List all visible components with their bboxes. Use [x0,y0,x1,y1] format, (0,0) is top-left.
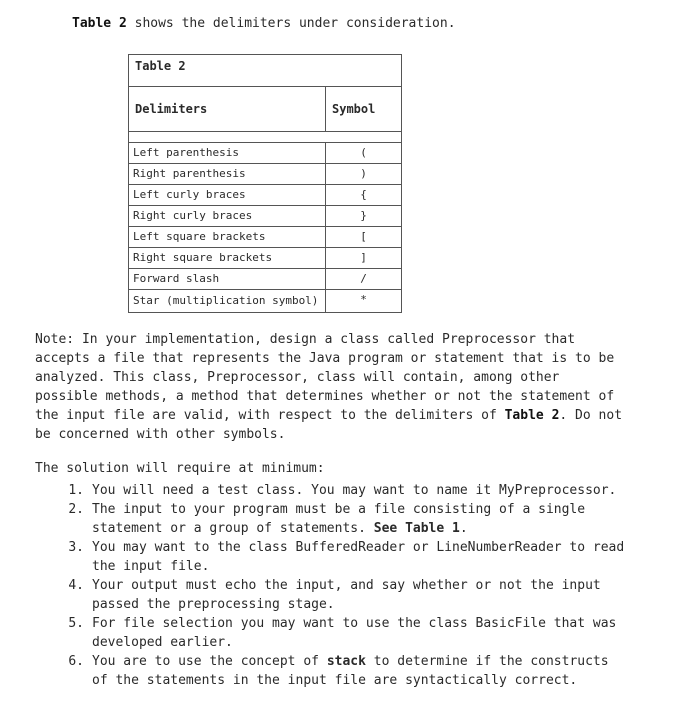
delimiters-table [128,54,402,313]
delimiter-name: Left curly braces [133,188,246,201]
table-row [129,269,401,290]
list-item [35,576,625,614]
item-number: 6. [68,654,84,669]
table-row [129,248,401,269]
item-number: 4. [68,578,84,593]
intro-sentence [72,16,456,31]
delimiter-name: Left parenthesis [133,146,239,159]
delimiter-symbol: ) [325,164,401,184]
delimiter-symbol: / [325,269,401,289]
table-caption: Table 2 [129,55,401,87]
list-item [35,500,625,538]
item-text-pre: You will need a test class. You may want to name it MyPreprocessor. [92,483,617,498]
table-header [129,87,401,132]
item-text [84,614,625,652]
item-text [84,500,625,538]
delimiter-symbol: * [325,290,401,312]
item-number: 2. [68,502,84,517]
item-text [84,538,625,576]
list-item [35,652,625,690]
item-text [84,481,625,500]
table-row [129,227,401,248]
table-row [129,164,401,185]
note-bold-ref: Table 2 [504,408,560,423]
note-text-1: Note: In your implementation, design a class called Preprocessor that accepts a file that represents the Java program or statement that is to be analyzed. This class, Preprocessor, class will contain, among other possible methods, a method that determines whether or not the statement of the input file are valid, with respect to the delimiters of [35,332,615,423]
item-text-pre: You are to use the concept of [92,654,327,669]
delimiter-name: Right parenthesis [133,167,246,180]
item-number: 3. [68,540,84,555]
table-row [129,290,401,312]
item-text [84,576,625,614]
list-item [35,614,625,652]
item-text-bold: stack [326,654,366,669]
delimiter-name: Forward slash [133,272,220,285]
delimiter-symbol: ] [325,248,401,268]
item-text-pre: You may want to the class BufferedReader or LineNumberReader to read the input file. [92,540,625,574]
note-text-2: . Do not be concerned with other symbols. [35,408,623,442]
item-text-pre: For file selection you may want to use the class BasicFile that was developed earlier. [92,616,617,650]
header-symbol: Symbol [325,87,401,131]
table-row [129,185,401,206]
intro-bold-ref: Table 2 [72,16,127,31]
table-row [129,143,401,164]
list-item [35,538,625,576]
item-text-post: to determine if the constructs of the statements in the input file are syntactically correct. [92,654,609,688]
table-body [129,142,401,312]
delimiter-name: Right curly braces [133,209,253,222]
requirements-list [35,481,625,690]
item-text-post: . [459,521,468,536]
table-row [129,206,401,227]
note-paragraph [35,330,625,444]
item-number: 1. [68,483,84,498]
delimiter-symbol: [ [325,227,401,247]
delimiter-name: Star (multiplication symbol) [133,294,319,307]
list-item [35,481,625,500]
item-text-pre: Your output must echo the input, and say whether or not the input passed the preprocessing stage. [92,578,601,612]
table-spacer [129,132,401,142]
delimiter-name: Left square brackets [133,230,266,243]
delimiter-name: Right square brackets [133,251,273,264]
item-text [84,652,625,690]
delimiter-symbol: ( [325,143,401,163]
header-delimiters: Delimiters [135,102,208,116]
item-number: 5. [68,616,84,631]
item-text-bold: See Table 1 [373,521,460,536]
delimiter-symbol: { [325,185,401,205]
delimiter-symbol: } [325,206,401,226]
item-text-pre: The input to your program must be a file consisting of a single statement or a group of statements. [92,502,586,536]
intro-text: shows the delimiters under consideration. [126,16,456,31]
requirements-title: The solution will require at minimum: [35,461,325,476]
